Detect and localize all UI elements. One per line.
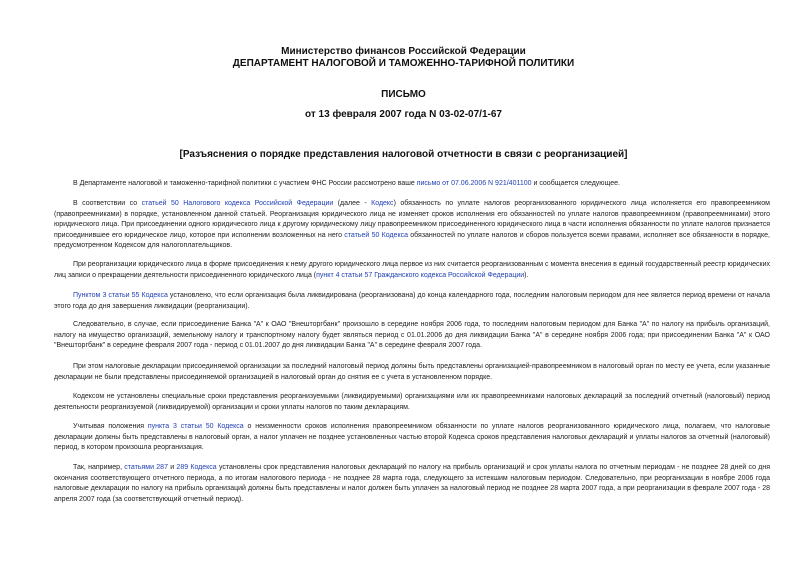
department-name: ДЕПАРТАМЕНТ НАЛОГОВОЙ И ТАМОЖЕННО-ТАРИФНОЙ ПОЛИТИКИ: [232, 58, 575, 69]
paragraph-8: [54, 422, 770, 454]
paragraph-text: Следовательно, в случае, если присоединение Банка "А" к ОАО "Внешторгбанк" произошло в середине ноября 2006 года, то последним налоговым периодом для Банка "А" по налогу на прибыль организаций, налогу на имущество организаций, земельному налогу и транспортному налогу будет являться период с 01.01.2006 до дня ликвидации Банка "А" в середине ноября 2006 года; при присоединении Банка "А" к ОАО "Внешторгбанк" в середине февраля 2007 года - период с 01.01.2007 до дня ликвидации Банка "А" в середине февраля 2007 года.: [54, 321, 770, 349]
document-date-number: от 13 февраля 2007 года N 03-02-07/1-67: [305, 109, 502, 120]
paragraph-text: В Департаменте налоговой и таможенно-тарифной политики с участием ФНС России рассмотрено ваше: [73, 180, 417, 187]
link-article-50-code[interactable]: статьей 50 Кодекса: [344, 231, 408, 239]
paragraph-4: [54, 291, 770, 312]
paragraph-6: [54, 362, 770, 383]
ministry-name: Министерство финансов Российской Федерации: [281, 46, 526, 57]
paragraph-text: и: [167, 464, 177, 471]
paragraph-5: [54, 320, 770, 352]
link-code[interactable]: Кодекс: [371, 200, 394, 207]
link-article-287[interactable]: статьями 287: [124, 464, 168, 471]
paragraph-text: При реорганизации юридического лица в форме присоединения к нему другого юридического лица первое из них считается реорганизованным с момента внесения в единый государственный реестр юридических лиц записи о прекращении деятельности присоединенного юридического лица (: [54, 261, 770, 279]
paragraph-7: [54, 392, 770, 413]
paragraph-text: обязанностей по уплате налогов и сборов пользуется всеми правами, исполняет все обязанности в порядке, предусмотренном Кодексом для налогоплательщиков.: [54, 231, 770, 249]
link-civil-code-article-57[interactable]: пункт 4 статьи 57 Гражданского кодекса Российской Федерации: [316, 271, 525, 279]
paragraph-2: [54, 199, 770, 252]
paragraph-text: Так, например,: [73, 464, 125, 471]
paragraph-text: В соответствии со: [73, 200, 142, 207]
paragraph-text: При этом налоговые декларации присоединяемой организации за последний налоговый период должны быть представлены организацией-правопреемником в налоговый орган по месту ее учета, если указанные декларации не были представлены присоединяемой организацией в налоговый орган до снятия ее с учета в установленном порядке.: [54, 363, 770, 381]
paragraph-text: Кодексом не установлены специальные сроки представления реорганизуемыми (ликвидируемыми) организациями или их правопреемниками налоговых деклараций за последний отчетный (налоговый) период деятельности реорганизуемой (ликвидируемой) организации и сроки уплаты налогов по таким декларациям.: [54, 393, 770, 411]
paragraph-text: Учитывая положения: [73, 423, 148, 430]
paragraph-text: установлено, что если организация была ликвидирована (реорганизована) до конца календарного года, последним налоговым периодом для нее является период времени от начала этого года до дня завершения ликвидации (реорганизации).: [54, 292, 770, 310]
paragraph-text: (далее -: [333, 200, 372, 207]
link-article-55-code[interactable]: Пунктом 3 статьи 55 Кодекса: [73, 292, 168, 299]
paragraph-text: установлены срок представления налоговых деклараций по налогу на прибыль организаций и срок уплаты налога по отчетным периодам - не позднее 28 дней со дня окончания соответствующего отчетного периода, а по итогам налогового периода - не позднее 28 марта года, следующего за истекшим налоговым периодом. Следовательно, при реорганизации в ноябре 2006 года налоговые декларации по налогу на прибыль организаций должны быть представлены и налог должен быть уплачен за налоговый период не позднее 28 марта 2007 года, а при реорганизации в феврале 2007 года - 28 апреля 2007 года (за соответствующий отчетный период).: [54, 464, 770, 503]
document-subject: [Разъяснения о порядке представления налоговой отчетности в связи с реорганизацией]: [179, 149, 628, 160]
link-letter-reference[interactable]: письмо от 07.06.2006 N 921/401100: [416, 180, 532, 187]
paragraph-text: о неизменности сроков исполнения правопреемником обязанности по уплате налогов реорганизованного юридического лица, полагаем, что налоговые декларации должны быть представлены в налоговый орган, а налог уплачен не позднее установленных частью второй Кодекса сроков представления налоговых деклараций и уплаты налогов за отчетный (налоговый) период, в котором произошла реорганизация.: [54, 423, 770, 451]
paragraph-text: и сообщается следующее.: [531, 180, 620, 187]
link-article-50-point-3[interactable]: пункта 3 статьи 50 Кодекса: [147, 423, 244, 430]
paragraph-3: [54, 260, 770, 281]
link-article-50-tax-code[interactable]: статьей 50 Налогового кодекса Российской Федерации: [141, 200, 334, 207]
paragraph-9: [54, 463, 770, 505]
paragraph-1: [54, 179, 770, 190]
link-article-289-code[interactable]: 289 Кодекса: [176, 464, 217, 471]
paragraph-text: ) обязанность по уплате налогов реорганизованного юридического лица исполняется его правопреемником (правопреемниками) в порядке, установленном данной статьей. Реорганизация юридического лица не изменяет сроков исполнения его обязанностей по уплате налогов правопреемником (правопреемниками) этого юридического лица. При присоединении одного юридического лица к другому юридическому лицу правопреемником присоединенного юридического лица в части исполнения обязанности по уплате налогов признается присоединившее его юридическое лицо, которое при исполнении возложенных на него: [54, 200, 770, 239]
document-type: ПИСЬМО: [381, 89, 426, 100]
paragraph-text: ).: [524, 271, 529, 279]
